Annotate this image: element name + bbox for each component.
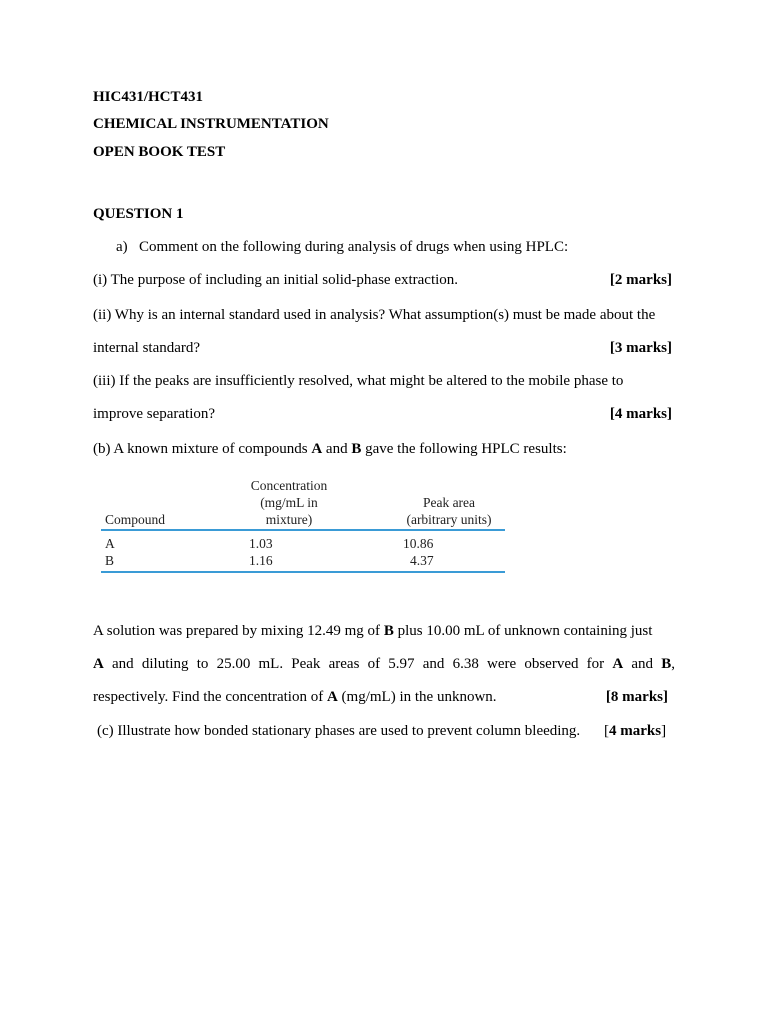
problem-line2-a: A	[93, 656, 104, 672]
course-code: HIC431/HCT431	[93, 89, 204, 105]
course-title: CHEMICAL INSTRUMENTATION	[93, 116, 329, 132]
part-b-compound-b: B	[351, 441, 362, 457]
table-row-a-conc: 1.03	[249, 536, 273, 551]
part-b-post: gave the following HPLC results:	[361, 441, 567, 457]
part-a-text: Comment on the following during analysis of drugs when using HPLC:	[139, 239, 569, 255]
part-i-text: (i) The purpose of including an initial solid-phase extraction.	[93, 272, 459, 288]
problem-line3-post: (mg/mL) in the unknown.	[337, 689, 497, 705]
table-header-area-2: (arbitrary units)	[406, 512, 492, 527]
problem-line2-end: ,	[671, 656, 675, 672]
problem-marks: [8 marks]	[605, 689, 668, 705]
part-iii-marks: [4 marks]	[609, 406, 672, 422]
problem-line2-and: and	[623, 656, 662, 672]
part-c-marks-close: ]	[661, 723, 667, 739]
table-row-a-compound: A	[105, 536, 115, 551]
part-a-label: a)	[116, 239, 128, 255]
table-header-rule	[101, 529, 505, 531]
problem-line2-a2: A	[612, 656, 624, 672]
problem-line2-mid: and diluting to 25.00 mL. Peak areas of 5.97 and 6.38 were observed for	[103, 656, 613, 672]
table-row-a-area: 10.86	[403, 536, 434, 551]
part-c-marks-open: [	[604, 723, 609, 739]
part-c-text: (c) Illustrate how bonded stationary phases are used to prevent column bleeding.	[97, 723, 581, 739]
table-row-b-compound: B	[105, 553, 115, 568]
problem-line3	[93, 688, 497, 706]
question-title: QUESTION 1	[93, 206, 184, 222]
part-i-marks: [2 marks]	[609, 272, 672, 288]
problem-line2	[93, 655, 675, 673]
table-header-compound: Compound	[105, 512, 166, 527]
part-c-marks-bold: 4 marks	[609, 723, 662, 739]
hplc-results-table	[101, 476, 505, 576]
table-row-b-area: 4.37	[410, 553, 434, 568]
part-iii-line1: (iii) If the peaks are insufficiently resolved, what might be altered to the mobile phase to	[93, 373, 624, 389]
table-header-conc-1: Concentration	[250, 478, 328, 493]
part-b-compound-a: A	[311, 441, 323, 457]
part-iii-line2: improve separation?	[93, 406, 216, 422]
table-row-b-conc: 1.16	[249, 553, 273, 568]
table-header-conc-3: mixture)	[265, 512, 313, 527]
part-b-and: and	[322, 441, 352, 457]
problem-line1	[93, 622, 652, 640]
part-b-pre: (b) A known mixture of compounds	[93, 441, 312, 457]
problem-line3-a: A	[326, 689, 338, 705]
part-ii-marks: [3 marks]	[609, 340, 672, 356]
problem-line2-b: B	[661, 656, 672, 672]
table-header-area-1: Peak area	[422, 495, 476, 510]
part-b-text	[93, 440, 567, 458]
table-bottom-rule	[101, 571, 505, 573]
problem-line3-pre: respectively. Find the concentration of	[93, 689, 327, 705]
test-type: OPEN BOOK TEST	[93, 144, 226, 160]
table-header-conc-2: (mg/mL in	[260, 495, 318, 510]
part-ii-line1: (ii) Why is an internal standard used in analysis? What assumption(s) must be made about the	[93, 307, 656, 323]
part-ii-line2: internal standard?	[93, 340, 201, 356]
problem-line1-post: plus 10.00 mL of unknown containing just	[393, 623, 653, 639]
problem-line1-b: B	[383, 623, 394, 639]
problem-line1-pre: A solution was prepared by mixing 12.49 mg of	[93, 623, 384, 639]
part-c-marks	[604, 722, 666, 740]
